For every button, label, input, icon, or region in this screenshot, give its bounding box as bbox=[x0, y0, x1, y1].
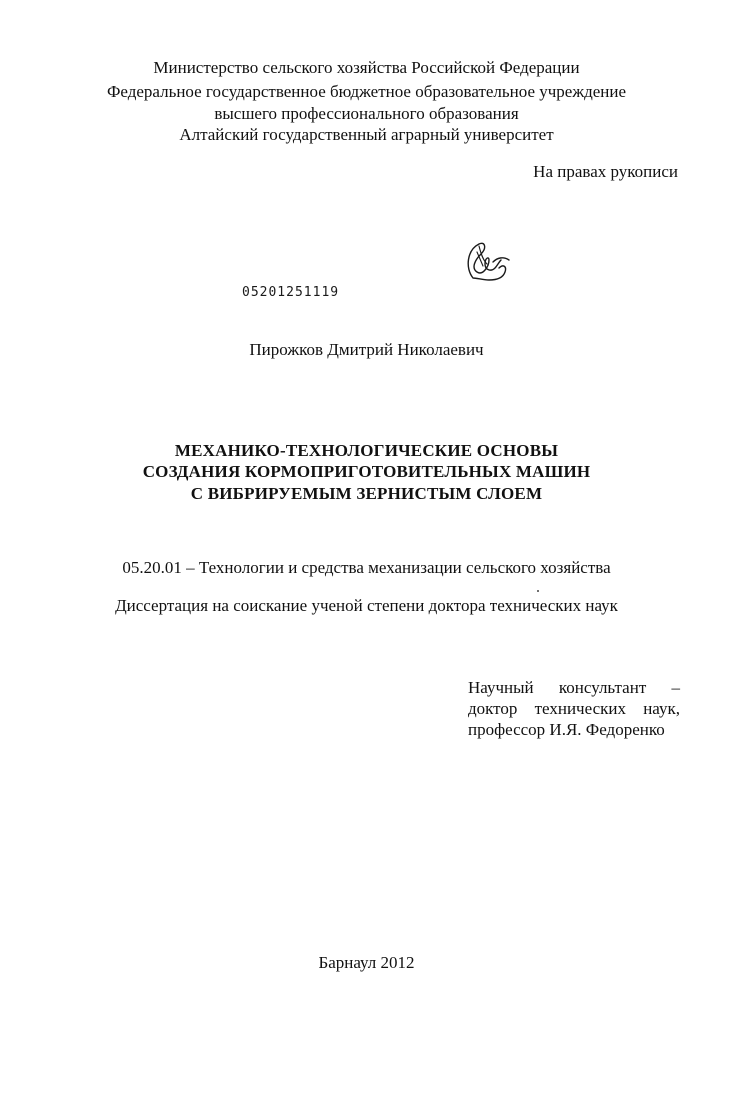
ministry-name: Министерство сельского хозяйства Российской Федерации bbox=[153, 58, 580, 77]
city-and-year: Барнаул 2012 bbox=[318, 953, 415, 972]
university-name: Алтайский государственный аграрный университет bbox=[179, 125, 554, 144]
institution-type-line1: Федеральное государственное бюджетное образовательное учреждение bbox=[106, 82, 627, 101]
handwritten-signature-icon bbox=[459, 238, 515, 286]
institution-type-line2: высшего профессионального образования bbox=[214, 104, 519, 123]
consultant-role: Научный консультант – bbox=[468, 678, 680, 697]
stray-dot bbox=[537, 590, 539, 592]
consultant-name: профессор И.Я. Федоренко bbox=[468, 720, 665, 739]
title-line-3: С ВИБРИРУЕМЫМ ЗЕРНИСТЫМ СЛОЕМ bbox=[190, 484, 543, 503]
author-name: Пирожков Дмитрий Николаевич bbox=[249, 340, 484, 359]
title-line-1: МЕХАНИКО-ТЕХНОЛОГИЧЕСКИЕ ОСНОВЫ bbox=[174, 441, 559, 460]
degree-statement: Диссертация на соискание ученой степени доктора технических наук bbox=[115, 596, 618, 615]
archive-code: 05201251119 bbox=[242, 285, 340, 300]
manuscript-rights-note: На правах рукописи bbox=[533, 162, 678, 181]
specialty-code: 05.20.01 – Технологии и средства механизации сельского хозяйства bbox=[122, 558, 611, 577]
title-line-2: СОЗДАНИЯ КОРМОПРИГОТОВИТЕЛЬНЫХ МАШИН bbox=[142, 462, 591, 481]
consultant-degree: доктор технических наук, bbox=[468, 699, 680, 718]
